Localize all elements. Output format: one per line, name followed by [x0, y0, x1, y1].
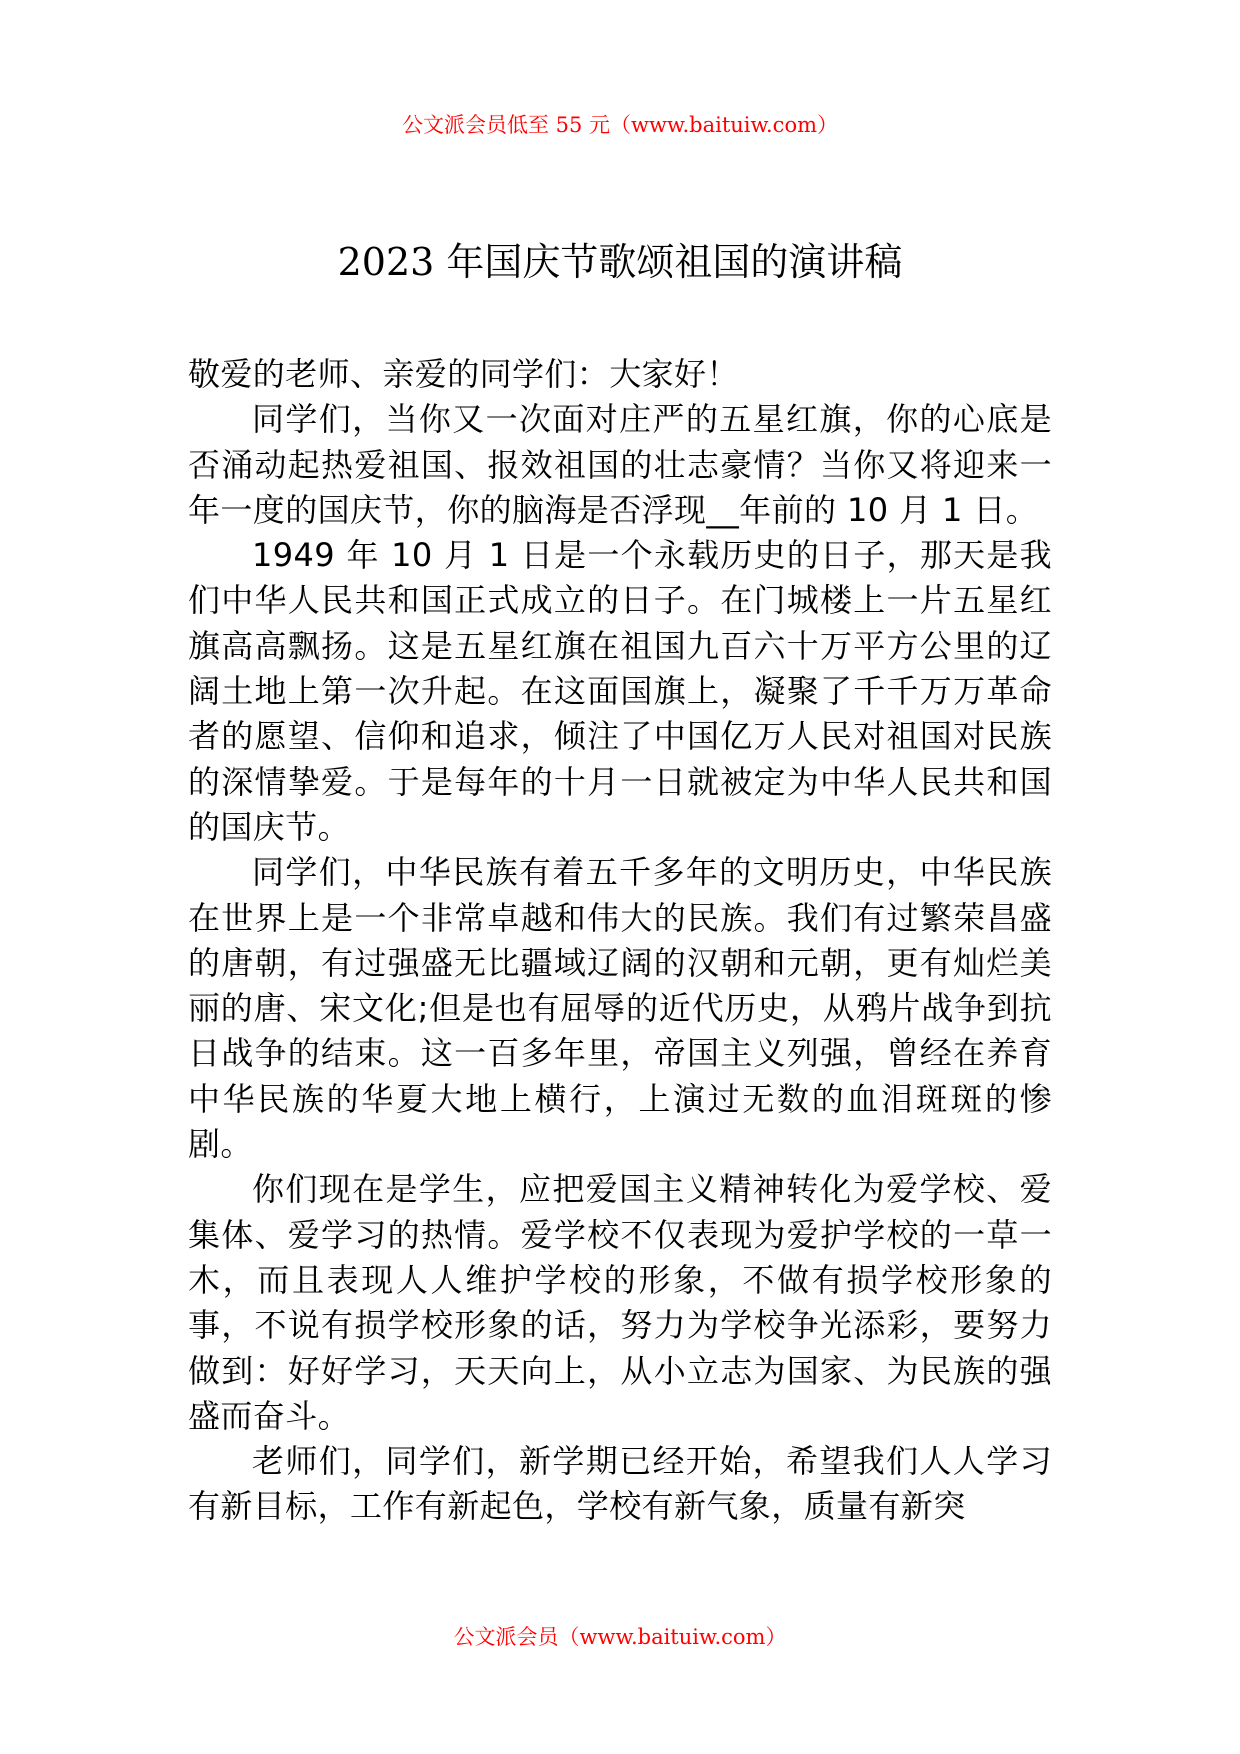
document-body — [188, 352, 1052, 1530]
paragraph: 同学们，中华民族有着五千多年的文明历史，中华民族在世界上是一个非常卓越和伟大的民族。我们有过繁荣昌盛的唐朝，有过强盛无比疆域辽阔的汉朝和元朝，更有灿烂美丽的唐、宋文化;但是也有屈辱的近代历史，从鸦片战争到抗日战争的结束。这一百多年里，帝国主义列强，曾经在养育中华民族的华夏大地上横行，上演过无数的血泪斑斑的惨剧。 — [188, 853, 1052, 1164]
paragraph: 你们现在是学生，应把爱国主义精神转化为爱学校、爱集体、爱学习的热情。爱学校不仅表现为爱护学校的一草一木，而且表现人人维护学校的形象，不做有损学校形象的事，不说有损学校形象的话，努力为学校争光添彩，要努力做到：好好学习，天天向上，从小立志为国家、为民族的强盛而奋斗。 — [188, 1170, 1052, 1435]
salutation: 敬爱的老师、亲爱的同学们：大家好！ — [188, 355, 739, 393]
paragraph: 老师们，同学们，新学期已经开始，希望我们人人学习有新目标，工作有新起色，学校有新气象，质量有新突 — [188, 1442, 1052, 1526]
header-promo-text: 公文派会员低至 55 元（www.baituiw.com） — [401, 113, 839, 137]
footer-promo-text: 公文派会员（www.baituiw.com） — [453, 1625, 787, 1649]
paragraph: 1949 年 10 月 1 日是一个永载历史的日子，那天是我们中华人民共和国正式成立的日子。在门城楼上一片五星红旗高高飘扬。这是五星红旗在祖国九百六十万平方公里的辽阔土地上第一次升起。在这面国旗上，凝聚了千千万万革命者的愿望、信仰和追求，倾注了中国亿万人民对祖国对民族的深情挚爱。于是每年的十月一日就被定为中华人民共和国的国庆节。 — [188, 536, 1052, 846]
paragraph: 同学们，当你又一次面对庄严的五星红旗，你的心底是否涌动起热爱祖国、报效祖国的壮志豪情？当你又将迎来一年一度的国庆节，你的脑海是否浮现__年前的 10 月 1 日。 — [188, 400, 1052, 529]
document-title: 2023 年国庆节歌颂祖国的演讲稿 — [337, 240, 903, 284]
